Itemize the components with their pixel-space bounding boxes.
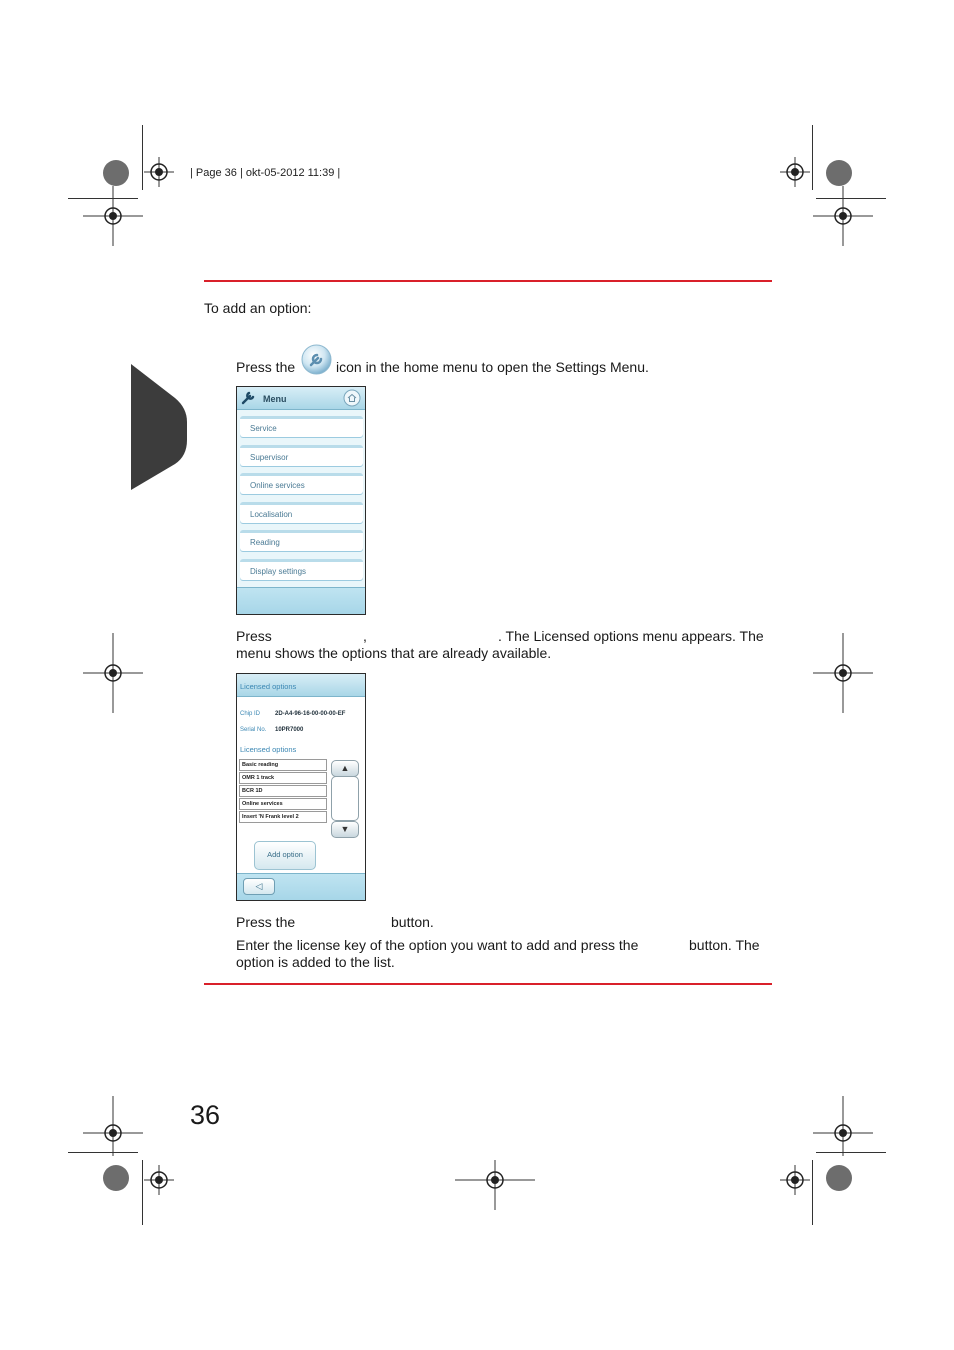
registration-target-icon (813, 1096, 873, 1156)
licensed-header (237, 674, 365, 697)
crop-line (142, 125, 143, 190)
chip-id-value: 2D-A4-96-16-00-00-00-EF (275, 711, 346, 717)
licensed-options-screenshot (236, 673, 366, 901)
menu-footer (237, 587, 365, 614)
step1-text-before: Press the (236, 359, 296, 375)
step4-button: button. The (689, 937, 760, 953)
running-header: | Page 36 | okt-05-2012 11:39 | (190, 167, 341, 179)
settings-wrench-icon (301, 344, 332, 375)
list-item[interactable]: Insert 'N Frank level 2 (239, 811, 327, 823)
step2-press: Press (236, 628, 272, 644)
scroll-up-button[interactable]: ▲ (331, 760, 359, 777)
registration-dot (826, 1165, 852, 1191)
step4-text: Enter the license key of the option you want to add and press the (236, 937, 639, 953)
chapter-tab (131, 364, 187, 490)
crop-line (142, 1160, 143, 1225)
list-item[interactable]: OMR 1 track (239, 772, 327, 784)
home-icon[interactable] (343, 389, 361, 412)
step2-comma: , (363, 628, 367, 644)
menu-screenshot (236, 386, 366, 615)
registration-target-icon (780, 157, 810, 187)
chip-id-label: Chip ID (240, 711, 261, 717)
wrench-icon (241, 390, 257, 410)
registration-target-icon (813, 186, 873, 246)
back-arrow-icon: ◁ (255, 881, 263, 891)
step2-result: . The Licensed options menu appears. The (498, 628, 764, 644)
registration-target-icon (780, 1165, 810, 1195)
registration-target-icon (83, 186, 143, 246)
crop-line (812, 1160, 813, 1225)
serial-value: 10PR7000 (275, 727, 304, 733)
menu-item-service[interactable]: Service (240, 416, 363, 437)
licensed-section-label: Licensed options (240, 745, 297, 754)
scrollbar-track[interactable] (331, 776, 359, 821)
registration-target-icon (144, 1165, 174, 1195)
menu-header (237, 387, 365, 410)
menu-item-localisation[interactable]: Localisation (240, 502, 363, 523)
registration-target-icon (83, 633, 143, 713)
intro-text: To add an option: (204, 300, 312, 316)
list-item[interactable]: BCR 1D (239, 785, 327, 797)
menu-item-display-settings[interactable]: Display settings (240, 559, 363, 580)
menu-item-reading[interactable]: Reading (240, 530, 363, 551)
crop-line (812, 125, 813, 190)
step2-result-cont: menu shows the options that are already available. (236, 645, 552, 661)
licensed-footer (237, 873, 365, 900)
step4-result: option is added to the list. (236, 954, 395, 970)
registration-dot (103, 1165, 129, 1191)
top-rule (204, 280, 772, 282)
scroll-down-button[interactable]: ▼ (331, 821, 359, 838)
back-button[interactable] (243, 878, 275, 895)
registration-target-icon (455, 1160, 535, 1210)
registration-dot (826, 160, 852, 186)
serial-label: Serial No. (240, 727, 267, 733)
list-item[interactable]: Basic reading (239, 759, 327, 771)
menu-item-online-services[interactable]: Online services (240, 473, 363, 494)
add-option-button[interactable]: Add option (254, 841, 316, 870)
licensed-title: Licensed options (240, 682, 297, 691)
bottom-rule (204, 983, 772, 985)
step1-text-after: icon in the home menu to open the Settings Menu. (336, 359, 649, 375)
registration-target-icon (83, 1096, 143, 1156)
registration-dot (103, 160, 129, 186)
list-item[interactable]: Online services (239, 798, 327, 810)
registration-target-icon (813, 633, 873, 713)
step3-button: button. (391, 914, 434, 930)
registration-target-icon (144, 157, 174, 187)
menu-title: Menu (263, 394, 287, 404)
page-number: 36 (190, 1100, 221, 1130)
step3-press: Press the (236, 914, 296, 930)
menu-item-supervisor[interactable]: Supervisor (240, 445, 363, 466)
